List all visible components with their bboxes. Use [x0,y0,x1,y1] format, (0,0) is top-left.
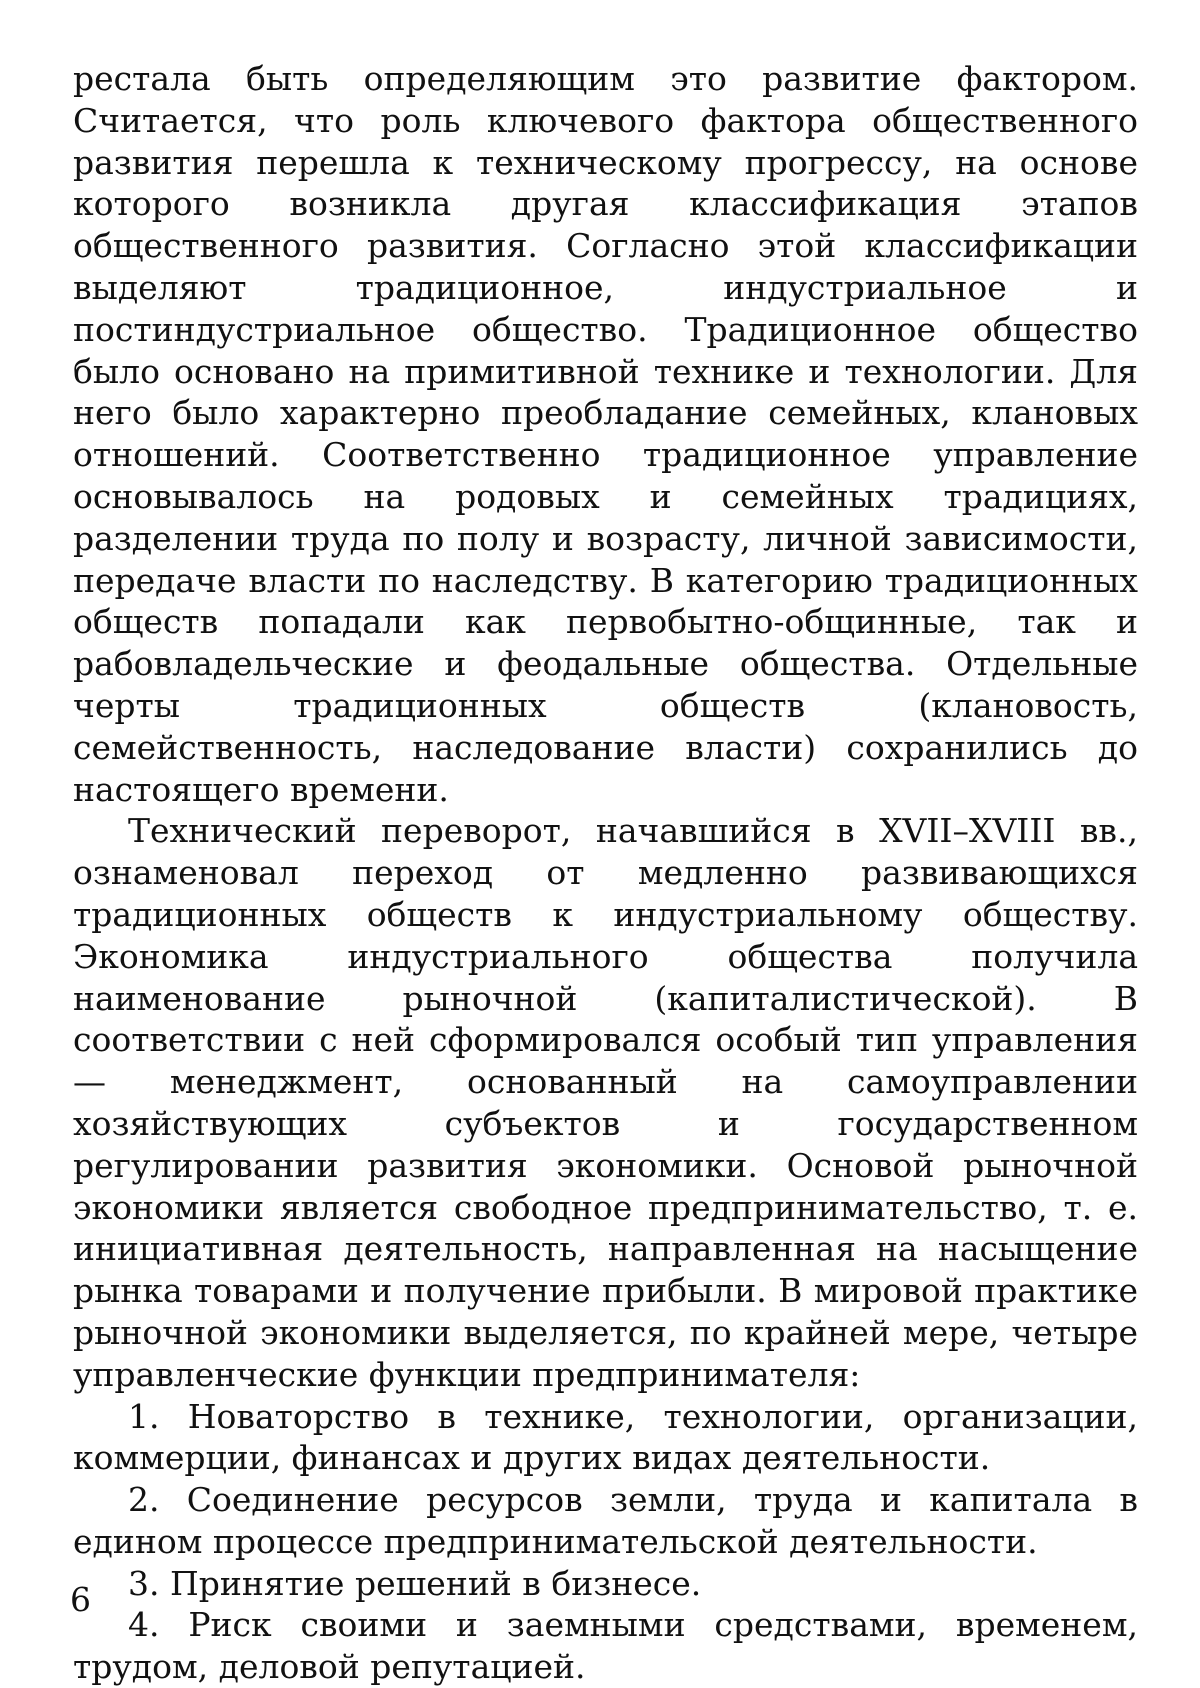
paragraph-industrial-society: Технический переворот, начавшийся в XVII–XVIII вв., ознаменовал переход от медленно развивающихся традиционных обществ к индустриальному обществу. Экономика индустриального общества получила наименование рыночной (капиталистической). В соответствии с ней сформировался особый тип управления — менеджмент, основанный на самоуправлении хозяйствующих субъектов и государственном регулировании развития экономики. Основой рыночной экономики является свободное предпринимательство, т. е. инициативная деятельность, направленная на насыщение рынка товарами и получение прибыли. В мировой практике рыночной экономики выделяется, по крайней мере, четыре управленческие функции предпринимателя: [73,811,1138,1394]
list-item: 1. Новаторство в технике, технологии, организации, коммерции, финансах и других видах деятельности. [73,1396,1138,1478]
list-item: 3. Принятие решений в бизнесе. [128,1563,702,1603]
entrepreneur-functions-list [73,1396,1138,1688]
page-body [73,58,1138,1688]
list-item: 4. Риск своими и заемными средствами, временем, трудом, деловой репутацией. [73,1605,1138,1687]
page-number: 6 [70,1580,91,1619]
paragraph-traditional-society: рестала быть определяющим это развитие фактором. Считается, что роль ключевого фактора общественного развития перешла к техническому прогрессу, на основе которого возникла другая классификация этапов общественного развития. Согласно этой классификации выделяют традиционное, индустриальное и постиндустриальное общество. Традиционное общество было основано на примитивной технике и технологии. Для него было характерно преобладание семейных, клановых отношений. Соответственно традиционное управление основывалось на родовых и семейных традициях, разделении труда по полу и возрасту, личной зависимости, передаче власти по наследству. В категорию традиционных обществ попадали как первобытно-общинные, так и рабовладельческие и феодальные общества. Отдельные черты традиционных обществ (клановость, семейственность, наследование власти) сохранились до настоящего времени. [73,59,1138,809]
list-item: 2. Соединение ресурсов земли, труда и капитала в едином процессе предпринимательской деятельности. [73,1480,1138,1561]
